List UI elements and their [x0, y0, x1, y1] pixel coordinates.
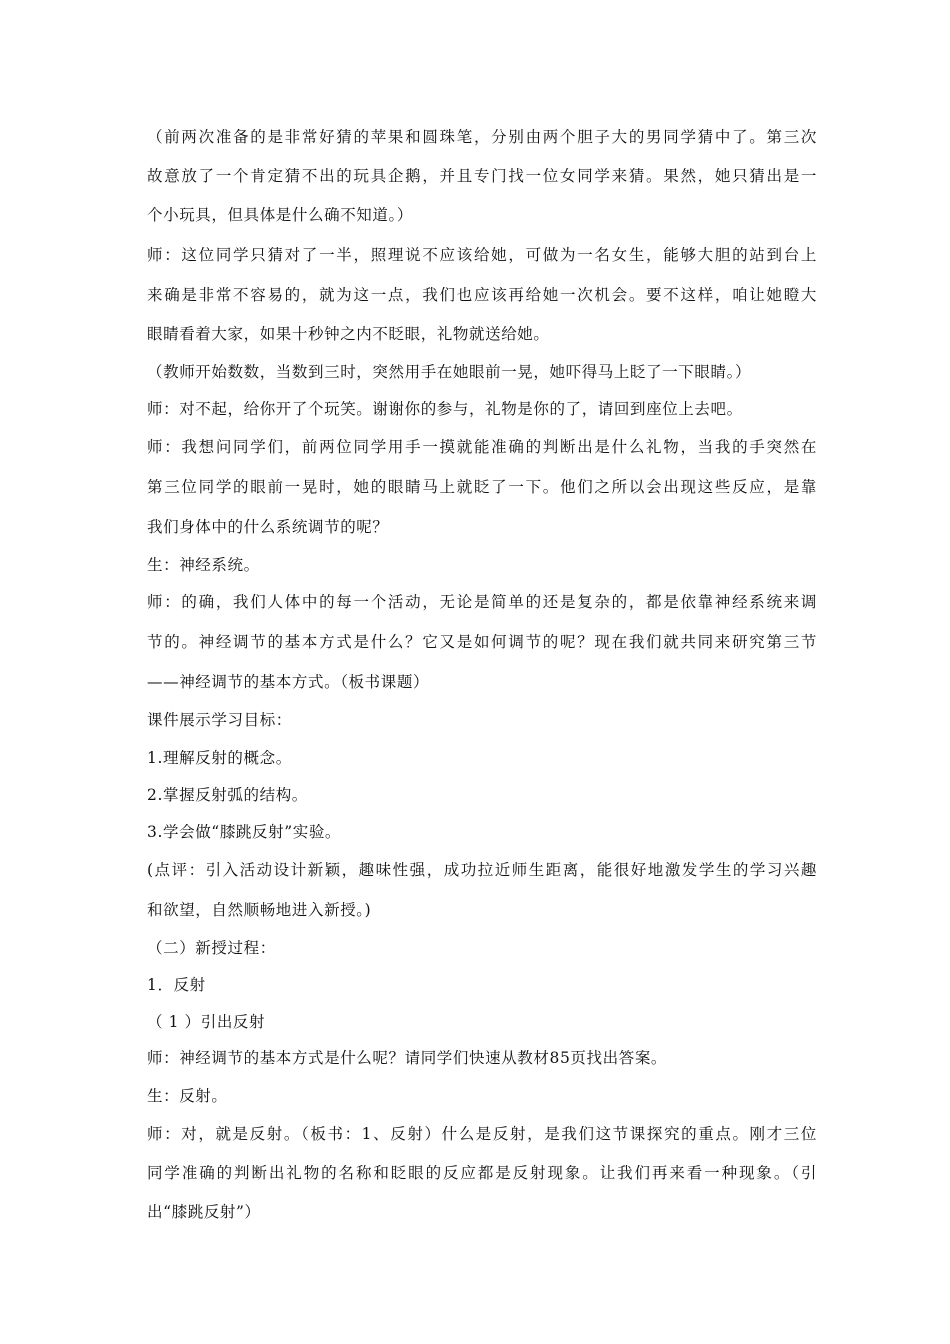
text-line: 师：对，就是反射。（板书：1、反射）什么是反射，是我们这节课探究的重点。刚才三位	[147, 1125, 817, 1143]
text-line: 个小玩具，但具体是什么确不知道。）	[147, 206, 413, 224]
text-line: 课件展示学习目标：	[147, 711, 292, 729]
text-line: 来确是非常不容易的，就为这一点，我们也应该再给她一次机会。要不这样，咱让她瞪大	[147, 286, 817, 304]
text-line: 节的。神经调节的基本方式是什么？它又是如何调节的呢？现在我们就共同来研究第三节	[147, 633, 817, 651]
text-line: （二）新授过程：	[147, 939, 276, 957]
text-line: 师：的确，我们人体中的每一个活动，无论是简单的还是复杂的，都是依靠神经系统来调	[147, 593, 817, 611]
text-line: 1.理解反射的概念。	[147, 749, 292, 767]
text-line: (点评：引入活动设计新颖，趣味性强，成功拉近师生距离，能很好地激发学生的学习兴趣	[147, 861, 817, 879]
text-line: 生：反射。	[147, 1087, 228, 1105]
text-line: 和欲望，自然顺畅地进入新授。)	[147, 901, 372, 919]
text-line: 出“膝跳反射”）	[147, 1203, 261, 1221]
text-line: 同学准确的判断出礼物的名称和眨眼的反应都是反射现象。让我们再来看一种现象。（引	[147, 1164, 817, 1182]
text-line: （ 1 ）引出反射	[147, 1013, 266, 1031]
text-line: 师：这位同学只猜对了一半，照理说不应该给她，可做为一名女生，能够大胆的站到台上	[147, 246, 817, 264]
text-line: 师：神经调节的基本方式是什么呢？请同学们快速从教材85页找出答案。	[147, 1049, 668, 1067]
text-line: 生：神经系统。	[147, 556, 260, 574]
text-line: （教师开始数数，当数到三时，突然用手在她眼前一晃，她吓得马上眨了一下眼睛。）	[147, 363, 752, 381]
text-line: 故意放了一个肯定猜不出的玩具企鹅，并且专门找一位女同学来猜。果然，她只猜出是一	[147, 167, 817, 185]
text-line: 第三位同学的眼前一晃时，她的眼睛马上就眨了一下。他们之所以会出现这些反应，是靠	[147, 478, 817, 496]
text-line: 师：对不起，给你开了个玩笑。谢谢你的参与，礼物是你的了，请回到座位上去吧。	[147, 400, 743, 418]
text-line: 1．反射	[147, 976, 206, 994]
text-line: 我们身体中的什么系统调节的呢？	[147, 518, 389, 536]
text-line: ——神经调节的基本方式。（板书课题）	[147, 673, 430, 691]
text-line: （前两次准备的是非常好猜的苹果和圆珠笔，分别由两个胆子大的男同学猜中了。第三次	[147, 128, 817, 146]
text-line: 师：我想问同学们，前两位同学用手一摸就能准确的判断出是什么礼物，当我的手突然在	[147, 438, 817, 456]
text-line: 眼睛看着大家，如果十秒钟之内不眨眼，礼物就送给她。	[147, 325, 550, 343]
text-line: 2.掌握反射弧的结构。	[147, 786, 308, 804]
text-line: 3.学会做“膝跳反射”实验。	[147, 823, 342, 841]
